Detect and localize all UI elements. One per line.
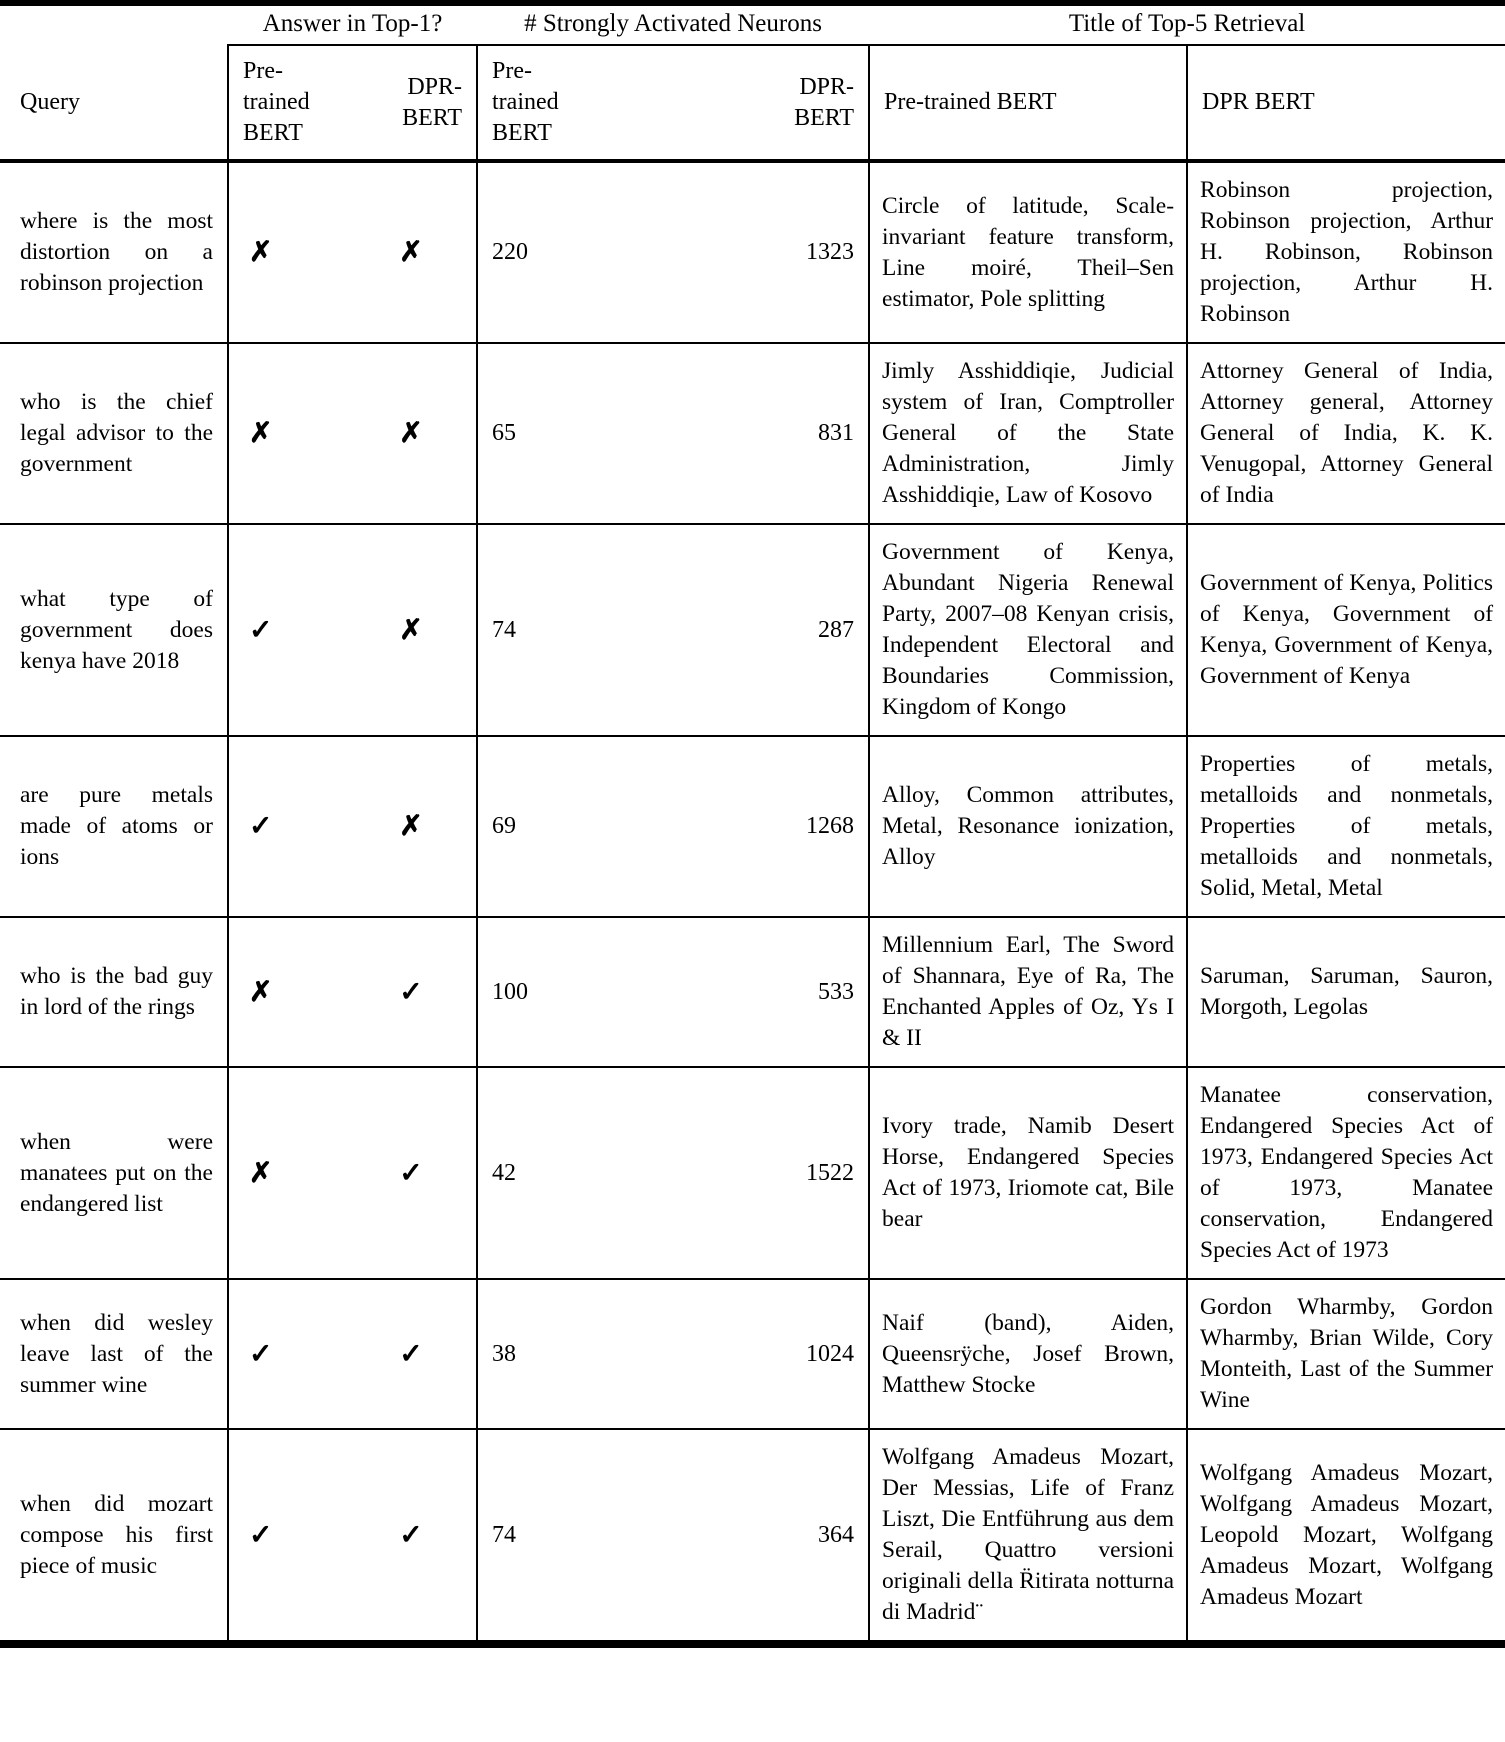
top1-dpr-mark: ✗: [358, 736, 477, 917]
titles-pretrained-cell: Circle of latitude, Scale-invariant feature transform, Line moiré, Theil–Sen estimator, Pole splitting: [869, 161, 1187, 343]
table-row: [0, 736, 1505, 917]
table-row: [0, 524, 1505, 736]
query-cell: when were manatees put on the endangered list: [0, 1067, 228, 1279]
neurons-dpr-header: [673, 45, 869, 161]
table-row: [0, 1429, 1505, 1644]
group-header-top5-retrieval: Title of Top-5 Retrieval: [869, 3, 1505, 45]
titles-pretrained-cell: Alloy, Common attributes, Metal, Resonance ionization, Alloy: [869, 736, 1187, 917]
neurons-pretrained-value: 42: [477, 1067, 673, 1279]
query-cell: are pure metals made of atoms or ions: [0, 736, 228, 917]
titles-pretrained-cell: Government of Kenya, Abundant Nigeria Renewal Party, 2007–08 Kenyan crisis, Independent Electoral and Boundaries Commission, Kingdom of Kongo: [869, 524, 1187, 736]
top1-dpr-mark: ✓: [358, 1067, 477, 1279]
titles-dpr-cell: Wolfgang Amadeus Mozart, Wolfgang Amadeus Mozart, Leopold Mozart, Wolfgang Amadeus Mozart, Wolfgang Amadeus Mozart: [1200, 1459, 1494, 1610]
table-row: [0, 161, 1505, 343]
neurons-dpr-value: 1522: [673, 1067, 869, 1279]
titles-pretrained-cell: Wolfgang Amadeus Mozart, Der Messias, Life of Franz Liszt, Die Entführung aus dem Serail, Quattro versioni originali della R̈itirata notturna di Madrid¨: [869, 1429, 1187, 1644]
top1-pretrained-mark: ✗: [228, 917, 358, 1067]
top1-dpr-mark: ✗: [358, 343, 477, 524]
top1-dpr-mark: ✗: [358, 161, 477, 343]
top1-dpr-mark: ✓: [358, 1279, 477, 1429]
neurons-pretrained-header-label: Pre-trained BERT: [492, 58, 559, 146]
query-cell: who is the bad guy in lord of the rings: [0, 917, 228, 1067]
neurons-pretrained-value: 69: [477, 736, 673, 917]
answer-dpr-header: [358, 45, 477, 161]
neurons-dpr-value: 831: [673, 343, 869, 524]
top1-pretrained-mark: ✓: [228, 524, 358, 736]
neurons-dpr-value: 287: [673, 524, 869, 736]
neurons-pretrained-value: 74: [477, 524, 673, 736]
query-cell: when did mozart compose his first piece of music: [0, 1429, 228, 1644]
neurons-pretrained-header: [477, 45, 673, 161]
group-header-row: [0, 3, 1505, 45]
neurons-dpr-value: 1024: [673, 1279, 869, 1429]
query-cell: what type of government does kenya have 2018: [0, 524, 228, 736]
table-row: [0, 1067, 1505, 1279]
group-header-answer-top1: Answer in Top-1?: [228, 3, 477, 45]
titles-pretrained-cell: Ivory trade, Namib Desert Horse, Endangered Species Act of 1973, Iriomote cat, Bile bear: [869, 1067, 1187, 1279]
neurons-pretrained-value: 38: [477, 1279, 673, 1429]
titles-dpr-cell: Properties of metals, metalloids and nonmetals, Properties of metals, metalloids and nonmetals, Solid, Metal, Metal: [1187, 736, 1505, 917]
neurons-pretrained-value: 74: [492, 1521, 517, 1548]
titles-dpr-header: DPR BERT: [1187, 45, 1505, 161]
top1-pretrained-mark: ✓: [228, 1279, 358, 1429]
table-row: [0, 343, 1505, 524]
top1-dpr-mark: ✗: [358, 524, 477, 736]
titles-dpr-cell: Government of Kenya, Politics of Kenya, Government of Kenya, Government of Kenya, Government of Kenya: [1187, 524, 1505, 736]
titles-dpr-cell: Gordon Wharmby, Gordon Wharmby, Brian Wilde, Cory Monteith, Last of the Summer Wine: [1187, 1279, 1505, 1429]
query-cell: who is the chief legal advisor to the government: [0, 343, 228, 524]
top1-pretrained-mark: ✗: [228, 161, 358, 343]
titles-dpr-cell: Manatee conservation, Endangered Species Act of 1973, Endangered Species Act of 1973, Manatee conservation, Endangered Species Act of 1973: [1187, 1067, 1505, 1279]
column-header-row: [0, 45, 1505, 161]
titles-pretrained-cell: Millennium Earl, The Sword of Shannara, Eye of Ra, The Enchanted Apples of Oz, Ys I & II: [869, 917, 1187, 1067]
titles-pretrained-cell: Jimly Asshiddiqie, Judicial system of Iran, Comptroller General of the State Administration, Jimly Asshiddiqie, Law of Kosovo: [869, 343, 1187, 524]
top1-pretrained-mark: ✗: [228, 343, 358, 524]
titles-dpr-cell: Robinson projection, Robinson projection, Arthur H. Robinson, Robinson projection, Arthur H. Robinson: [1187, 161, 1505, 343]
titles-dpr-cell: Saruman, Saruman, Sauron, Morgoth, Legolas: [1187, 917, 1505, 1067]
titles-dpr-cell: Attorney General of India, Attorney general, Attorney General of India, K. K. Venugopal, Attorney General of India: [1187, 343, 1505, 524]
table-row: [0, 917, 1505, 1067]
neurons-dpr-value: 1268: [673, 736, 869, 917]
answer-pretrained-header: [228, 45, 358, 161]
neurons-dpr-value: 533: [673, 917, 869, 1067]
neurons-dpr-header-label: DPR-BERT: [794, 73, 855, 131]
query-cell: when did wesley leave last of the summer wine: [0, 1279, 228, 1429]
top1-pretrained-mark: ✓: [228, 736, 358, 917]
group-header-activated-neurons: # Strongly Activated Neurons: [477, 3, 869, 45]
table-row: [0, 1279, 1505, 1429]
query-cell: where is the most distortion on a robinson projection: [0, 161, 228, 343]
neurons-pretrained-value: 220: [477, 161, 673, 343]
neurons-dpr-value: 1323: [673, 161, 869, 343]
titles-pretrained-cell: Naif (band), Aiden, Queensrÿche, Josef Brown, Matthew Stocke: [869, 1279, 1187, 1429]
top1-pretrained-mark: ✗: [228, 1067, 358, 1279]
answer-dpr-header-label: DPR-BERT: [402, 73, 463, 131]
titles-pretrained-header: Pre-trained BERT: [869, 45, 1187, 161]
top1-pretrained-mark: ✓: [249, 1519, 273, 1551]
group-header-spacer: [0, 3, 228, 45]
query-column-header: Query: [0, 45, 228, 161]
top1-dpr-mark: ✓: [358, 1429, 477, 1644]
neurons-pretrained-value: 100: [477, 917, 673, 1067]
top1-dpr-mark: ✓: [358, 917, 477, 1067]
neurons-pretrained-value: 65: [477, 343, 673, 524]
answer-pretrained-header-label: Pre-trained BERT: [243, 58, 310, 146]
neurons-dpr-value: 364: [673, 1429, 869, 1644]
